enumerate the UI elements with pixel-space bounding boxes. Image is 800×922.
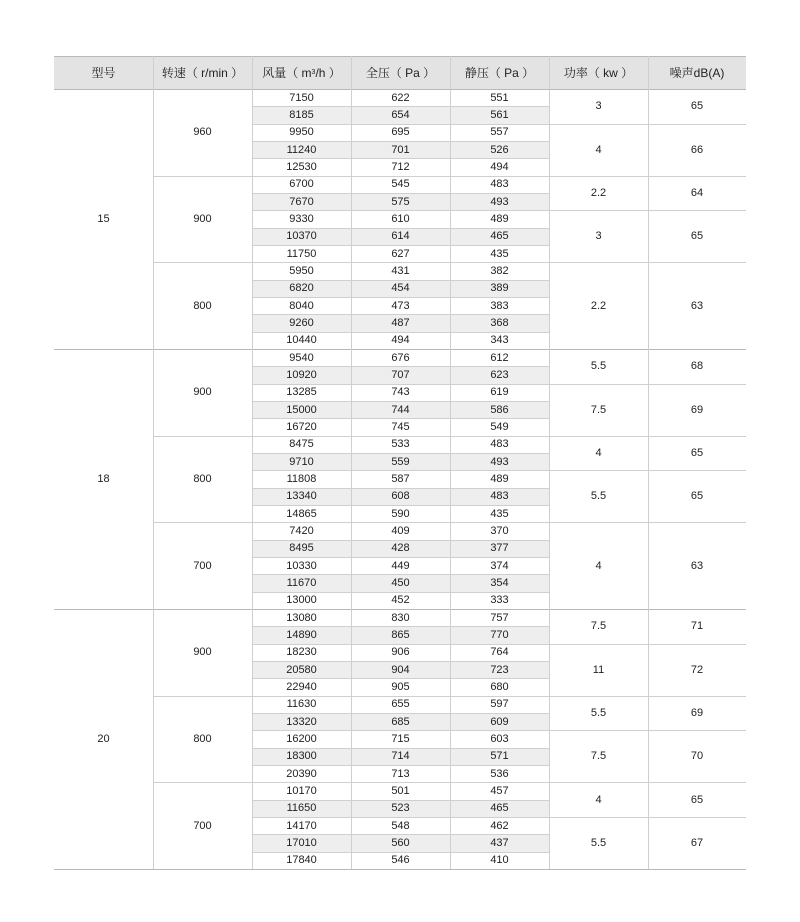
- speed-cell: 900: [193, 646, 212, 659]
- static-pressure-cell: 489: [490, 213, 509, 225]
- row-divider: [252, 800, 549, 801]
- airflow-cell: 8475: [289, 438, 314, 451]
- header-airflow-suffix: /h ）: [315, 66, 341, 80]
- total-pressure-cell: 715: [391, 733, 410, 746]
- static-pressure-cell: 377: [450, 540, 549, 557]
- power-cell: 7.5: [590, 620, 607, 633]
- static-pressure-cell: 483: [490, 438, 509, 451]
- row-divider: [252, 332, 549, 333]
- total-pressure-cell: 587: [391, 473, 410, 486]
- speed-cell: 700: [193, 559, 212, 572]
- airflow-cell: 22940: [286, 681, 317, 694]
- total-pressure-cell: 590: [391, 507, 410, 520]
- total-pressure-cell: 713: [391, 767, 410, 780]
- total-pressure-cell: 610: [391, 213, 410, 225]
- airflow-cell: 10330: [286, 559, 317, 572]
- airflow-cell: 8495: [252, 540, 351, 557]
- header-static-pressure: 静压（ Pa ）: [450, 56, 549, 89]
- total-pressure-cell: 676: [391, 351, 410, 364]
- power-cell: 2.2: [590, 299, 607, 312]
- static-pressure-cell: 457: [490, 785, 509, 798]
- noise-cell: 64: [690, 187, 704, 199]
- noise-cell: 65: [690, 793, 704, 806]
- total-pressure-cell: 744: [351, 401, 450, 418]
- row-divider: [252, 852, 549, 853]
- total-pressure-cell: 685: [351, 713, 450, 730]
- airflow-cell: 8040: [289, 299, 314, 312]
- total-pressure-cell: 487: [351, 314, 450, 331]
- power-cell: 7.5: [590, 750, 607, 763]
- airflow-cell: 11240: [252, 141, 351, 158]
- airflow-cell: 12530: [286, 160, 317, 173]
- row-divider: [252, 644, 549, 645]
- header-airflow-prefix: 风量（ m: [262, 66, 312, 80]
- total-pressure-cell: 428: [351, 540, 450, 557]
- power-cell: 4: [595, 793, 602, 806]
- noise-cell: 66: [690, 143, 704, 156]
- column-divider: [153, 56, 154, 869]
- column-divider: [351, 56, 352, 869]
- static-pressure-cell: 536: [490, 767, 509, 780]
- static-pressure-cell: 770: [450, 626, 549, 643]
- header-airflow: 风量（ m 3 /h ）: [252, 56, 351, 89]
- row-divider: [252, 124, 549, 125]
- airflow-cell: 6820: [252, 280, 351, 297]
- static-pressure-cell: 462: [490, 819, 509, 832]
- airflow-cell: 20580: [252, 661, 351, 678]
- static-pressure-cell: 383: [490, 299, 509, 312]
- static-pressure-cell: 494: [490, 160, 509, 173]
- airflow-cell: 17010: [252, 834, 351, 851]
- airflow-cell: 13080: [286, 611, 317, 624]
- airflow-cell: 10170: [286, 785, 317, 798]
- airflow-cell: 16200: [286, 733, 317, 746]
- airflow-cell: 9260: [252, 314, 351, 331]
- power-cell: 2.2: [590, 187, 607, 199]
- header-power: 功率（ kw ）: [549, 56, 648, 89]
- total-pressure-cell: 559: [351, 453, 450, 470]
- row-divider: [252, 678, 549, 679]
- total-pressure-cell: 712: [391, 160, 410, 173]
- static-pressure-cell: 333: [490, 594, 509, 607]
- airflow-cell: 14865: [286, 507, 317, 520]
- total-pressure-cell: 608: [351, 488, 450, 505]
- total-pressure-cell: 473: [391, 299, 410, 312]
- static-pressure-cell: 370: [490, 525, 509, 538]
- total-pressure-cell: 454: [351, 280, 450, 297]
- airflow-cell: 13320: [252, 713, 351, 730]
- row-divider: [252, 505, 549, 506]
- static-pressure-cell: 612: [490, 351, 509, 364]
- speed-cell: 800: [193, 733, 212, 746]
- total-pressure-cell: 450: [351, 574, 450, 591]
- airflow-cell: 14170: [286, 819, 317, 832]
- airflow-cell: 11670: [252, 574, 351, 591]
- airflow-cell: 17840: [286, 854, 317, 867]
- static-pressure-cell: 571: [450, 748, 549, 765]
- static-pressure-cell: 435: [490, 247, 509, 260]
- airflow-cell: 6700: [289, 178, 314, 191]
- static-pressure-cell: 389: [450, 280, 549, 297]
- static-pressure-cell: 551: [490, 91, 509, 104]
- airflow-cell: 13285: [286, 386, 317, 399]
- row-divider: [252, 228, 549, 229]
- column-divider: [252, 56, 253, 869]
- row-divider: [252, 557, 549, 558]
- airflow-cell: 16720: [286, 421, 317, 434]
- static-pressure-cell: 382: [490, 265, 509, 277]
- static-pressure-cell: 435: [490, 507, 509, 520]
- model-cell: 15: [97, 213, 110, 225]
- airflow-cell: 11630: [286, 698, 317, 711]
- total-pressure-cell: 449: [391, 559, 410, 572]
- airflow-cell: 9710: [252, 453, 351, 470]
- static-pressure-cell: 374: [490, 559, 509, 572]
- total-pressure-cell: 548: [391, 819, 410, 832]
- row-divider: [252, 418, 549, 419]
- power-cell: 5.5: [590, 837, 607, 850]
- static-pressure-cell: 549: [490, 421, 509, 434]
- airflow-cell: 7420: [289, 525, 314, 538]
- airflow-cell: 20390: [286, 767, 317, 780]
- static-pressure-cell: 757: [490, 611, 509, 624]
- row-divider: [252, 245, 549, 246]
- noise-cell: 63: [690, 559, 704, 572]
- airflow-cell: 7670: [252, 193, 351, 210]
- static-pressure-cell: 557: [490, 126, 509, 139]
- static-pressure-cell: 609: [450, 713, 549, 730]
- row-divider: [252, 401, 549, 402]
- total-pressure-cell: 501: [391, 785, 410, 798]
- speed-cell: 800: [193, 473, 212, 486]
- airflow-cell: 9330: [289, 213, 314, 225]
- static-pressure-cell: 465: [450, 800, 549, 817]
- airflow-cell: 18230: [286, 646, 317, 659]
- airflow-cell: 8185: [252, 106, 351, 123]
- model-cell: 18: [97, 473, 110, 486]
- power-cell: 3: [595, 100, 602, 113]
- total-pressure-cell: 560: [351, 834, 450, 851]
- row-divider: [252, 141, 549, 142]
- row-divider: [252, 297, 549, 298]
- row-divider: [252, 834, 549, 835]
- static-pressure-cell: 597: [490, 698, 509, 711]
- total-pressure-cell: 904: [351, 661, 450, 678]
- speed-cell: 960: [193, 126, 212, 139]
- row-divider: [252, 626, 549, 627]
- airflow-cell: 9540: [289, 351, 314, 364]
- airflow-cell: 13340: [252, 488, 351, 505]
- header-total-pressure: 全压（ Pa ）: [351, 56, 450, 89]
- static-pressure-cell: 483: [490, 178, 509, 191]
- noise-cell: 69: [690, 707, 704, 720]
- row-divider: [54, 56, 746, 57]
- noise-cell: 65: [690, 100, 704, 113]
- noise-cell: 68: [690, 360, 704, 373]
- total-pressure-cell: 545: [391, 178, 410, 191]
- row-divider: [252, 158, 549, 159]
- speed-cell: 700: [193, 819, 212, 832]
- row-divider: [252, 470, 549, 471]
- static-pressure-cell: 623: [450, 366, 549, 383]
- row-divider: [54, 869, 746, 870]
- airflow-cell: 11650: [252, 800, 351, 817]
- row-divider: [54, 89, 746, 90]
- total-pressure-cell: 865: [351, 626, 450, 643]
- airflow-cell: 10920: [252, 366, 351, 383]
- static-pressure-cell: 354: [450, 574, 549, 591]
- column-divider: [549, 56, 550, 869]
- speed-cell: 900: [193, 386, 212, 399]
- total-pressure-cell: 745: [391, 421, 410, 434]
- airflow-cell: 18300: [252, 748, 351, 765]
- row-divider: [252, 574, 549, 575]
- total-pressure-cell: 743: [391, 386, 410, 399]
- row-divider: [252, 540, 549, 541]
- total-pressure-cell: 622: [391, 91, 410, 104]
- power-cell: 3: [595, 230, 602, 243]
- row-divider: [252, 713, 549, 714]
- static-pressure-cell: 368: [450, 314, 549, 331]
- row-divider: [252, 106, 549, 107]
- row-divider: [252, 748, 549, 749]
- header-noise: 噪声dB(A): [648, 56, 746, 89]
- total-pressure-cell: 452: [391, 594, 410, 607]
- static-pressure-cell: 493: [450, 193, 549, 210]
- speed-cell: 900: [193, 213, 212, 225]
- static-pressure-cell: 526: [450, 141, 549, 158]
- row-divider: [54, 349, 746, 350]
- noise-cell: 71: [690, 620, 704, 633]
- row-divider: [54, 609, 746, 610]
- noise-cell: 70: [690, 750, 704, 763]
- row-divider: [252, 210, 549, 211]
- total-pressure-cell: 654: [351, 106, 450, 123]
- speed-cell: 800: [193, 299, 212, 312]
- airflow-cell: 15000: [252, 401, 351, 418]
- total-pressure-cell: 906: [391, 646, 410, 659]
- airflow-cell: 14890: [252, 626, 351, 643]
- column-divider: [450, 56, 451, 869]
- airflow-cell: 9950: [289, 126, 314, 139]
- static-pressure-cell: 764: [490, 646, 509, 659]
- power-cell: 5.5: [590, 490, 607, 503]
- power-cell: 4: [595, 447, 602, 460]
- airflow-cell: 7150: [289, 91, 314, 104]
- airflow-cell: 10370: [252, 228, 351, 245]
- static-pressure-cell: 603: [490, 733, 509, 746]
- row-divider: [252, 280, 549, 281]
- airflow-cell: 10440: [286, 334, 317, 347]
- noise-cell: 67: [690, 837, 704, 850]
- total-pressure-cell: 431: [391, 265, 410, 277]
- static-pressure-cell: 465: [450, 228, 549, 245]
- row-divider: [252, 193, 549, 194]
- total-pressure-cell: 830: [391, 611, 410, 624]
- total-pressure-cell: 701: [351, 141, 450, 158]
- static-pressure-cell: 723: [450, 661, 549, 678]
- column-divider: [648, 56, 649, 869]
- noise-cell: 65: [690, 490, 704, 503]
- total-pressure-cell: 409: [391, 525, 410, 538]
- total-pressure-cell: 494: [391, 334, 410, 347]
- airflow-cell: 11750: [286, 247, 317, 260]
- static-pressure-cell: 343: [490, 334, 509, 347]
- row-divider: [252, 661, 549, 662]
- total-pressure-cell: 627: [391, 247, 410, 260]
- power-cell: 7.5: [590, 403, 607, 416]
- noise-cell: 72: [690, 663, 704, 676]
- power-cell: 11: [592, 663, 605, 676]
- total-pressure-cell: 575: [351, 193, 450, 210]
- noise-cell: 65: [690, 447, 704, 460]
- total-pressure-cell: 714: [351, 748, 450, 765]
- power-cell: 4: [595, 143, 602, 156]
- row-divider: [252, 730, 549, 731]
- row-divider: [252, 384, 549, 385]
- airflow-cell: 13000: [286, 594, 317, 607]
- total-pressure-cell: 533: [391, 438, 410, 451]
- total-pressure-cell: 614: [351, 228, 450, 245]
- power-cell: 4: [595, 559, 602, 572]
- noise-cell: 65: [690, 230, 704, 243]
- header-model: 型号: [54, 56, 153, 89]
- static-pressure-cell: 483: [450, 488, 549, 505]
- static-pressure-cell: 437: [450, 834, 549, 851]
- airflow-cell: 5950: [289, 265, 314, 277]
- total-pressure-cell: 905: [391, 681, 410, 694]
- row-divider: [252, 453, 549, 454]
- noise-cell: 69: [690, 403, 704, 416]
- static-pressure-cell: 410: [490, 854, 509, 867]
- row-divider: [252, 366, 549, 367]
- row-divider: [252, 592, 549, 593]
- airflow-cell: 11808: [286, 473, 317, 486]
- total-pressure-cell: 523: [351, 800, 450, 817]
- row-divider: [252, 765, 549, 766]
- static-pressure-cell: 680: [490, 681, 509, 694]
- row-divider: [252, 817, 549, 818]
- model-cell: 20: [97, 733, 110, 746]
- row-divider: [252, 488, 549, 489]
- total-pressure-cell: 655: [391, 698, 410, 711]
- total-pressure-cell: 707: [351, 366, 450, 383]
- static-pressure-cell: 586: [450, 401, 549, 418]
- power-cell: 5.5: [590, 360, 607, 373]
- static-pressure-cell: 493: [450, 453, 549, 470]
- row-divider: [252, 314, 549, 315]
- total-pressure-cell: 695: [391, 126, 410, 139]
- static-pressure-cell: 489: [490, 473, 509, 486]
- header-speed: 转速（ r/min ）: [153, 56, 252, 89]
- static-pressure-cell: 561: [450, 106, 549, 123]
- power-cell: 5.5: [590, 707, 607, 720]
- static-pressure-cell: 619: [490, 386, 509, 399]
- fan-performance-table: [54, 56, 746, 869]
- noise-cell: 63: [690, 299, 704, 312]
- total-pressure-cell: 546: [391, 854, 410, 867]
